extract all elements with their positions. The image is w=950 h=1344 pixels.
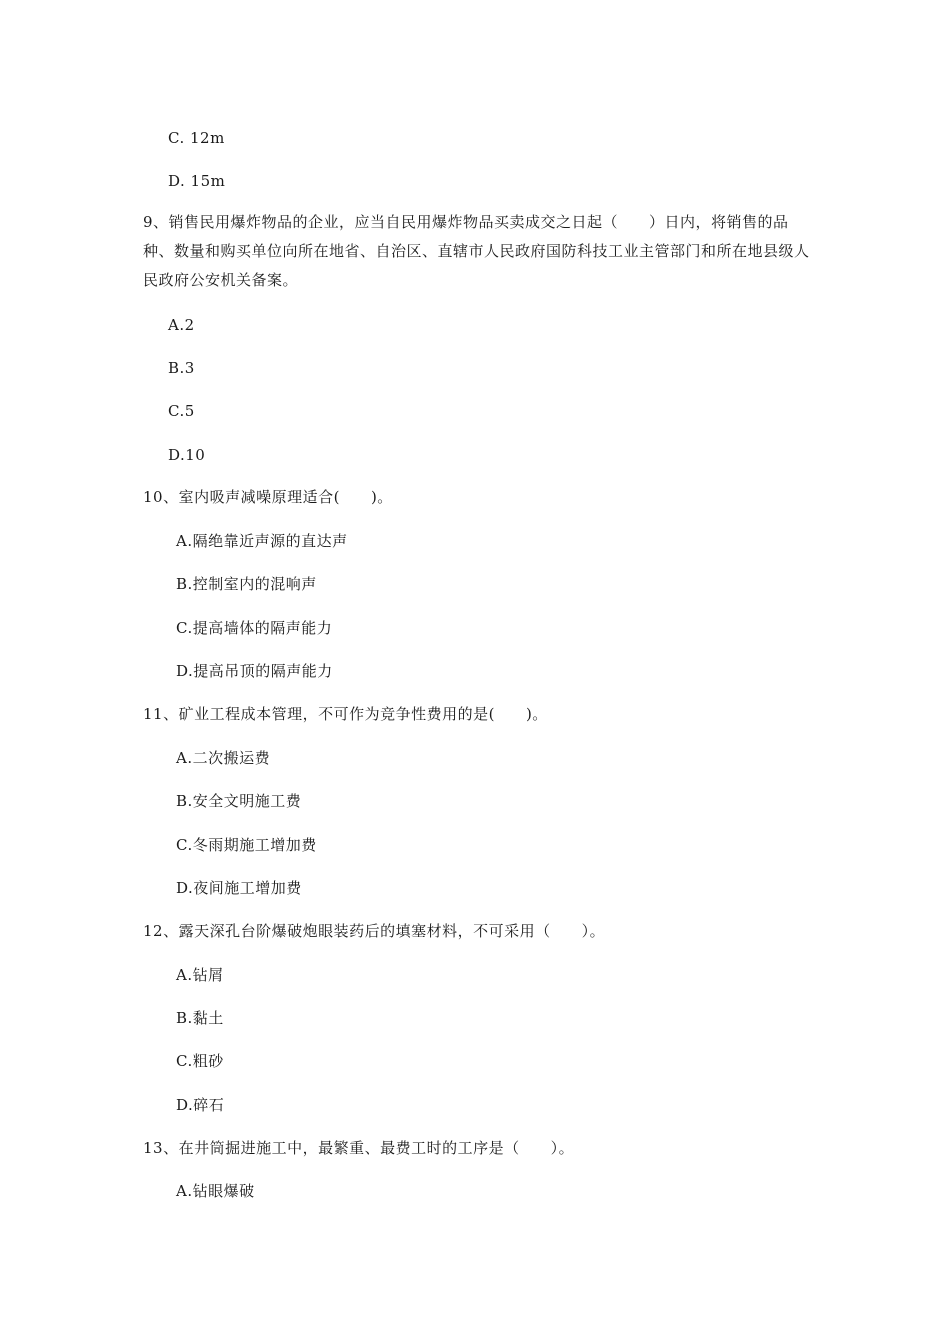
question-10-option-b: B.控制室内的混响声 <box>176 575 317 593</box>
question-9-stem: 9、销售民用爆炸物品的企业，应当自民用爆炸物品买卖成交之日起（ ）日内，将销售的品种、数量和购买单位向所在地省、自治区、直辖市人民政府国防科技工业主管部门和所在地县级人民政府公安机关备案。 <box>143 213 810 289</box>
question-12-option-d: D.碎石 <box>176 1096 225 1114</box>
question-10-option-d: D.提高吊顶的隔声能力 <box>176 662 333 680</box>
question-13-stem: 13、在井筒掘进施工中，最繁重、最费工时的工序是（ ）。 <box>143 1139 575 1157</box>
question-12-option-c: C.粗砂 <box>176 1052 224 1070</box>
question-9-option-d: D.10 <box>168 446 206 464</box>
option-d-prev: D. 15m <box>168 172 226 190</box>
question-11-option-a: A.二次搬运费 <box>176 749 271 767</box>
question-13-option-a: A.钻眼爆破 <box>176 1182 255 1200</box>
question-11-option-d: D.夜间施工增加费 <box>176 879 302 897</box>
option-c-prev: C. 12m <box>168 129 225 147</box>
question-9-option-c: C.5 <box>168 402 195 420</box>
question-12-option-b: B.黏土 <box>176 1009 224 1027</box>
question-12-stem: 12、露天深孔台阶爆破炮眼装药后的填塞材料，不可采用（ ）。 <box>143 922 606 940</box>
question-10-option-c: C.提高墙体的隔声能力 <box>176 619 333 637</box>
question-11-option-b: B.安全文明施工费 <box>176 792 302 810</box>
question-9-option-b: B.3 <box>168 359 195 377</box>
question-10-option-a: A.隔绝靠近声源的直达声 <box>176 532 348 550</box>
question-11-option-c: C.冬雨期施工增加费 <box>176 836 317 854</box>
question-11-stem: 11、矿业工程成本管理，不可作为竞争性费用的是( )。 <box>143 705 548 723</box>
question-9-option-a: A.2 <box>168 316 195 334</box>
question-12-option-a: A.钻屑 <box>176 966 224 984</box>
question-10-stem: 10、室内吸声减噪原理适合( )。 <box>143 488 393 506</box>
